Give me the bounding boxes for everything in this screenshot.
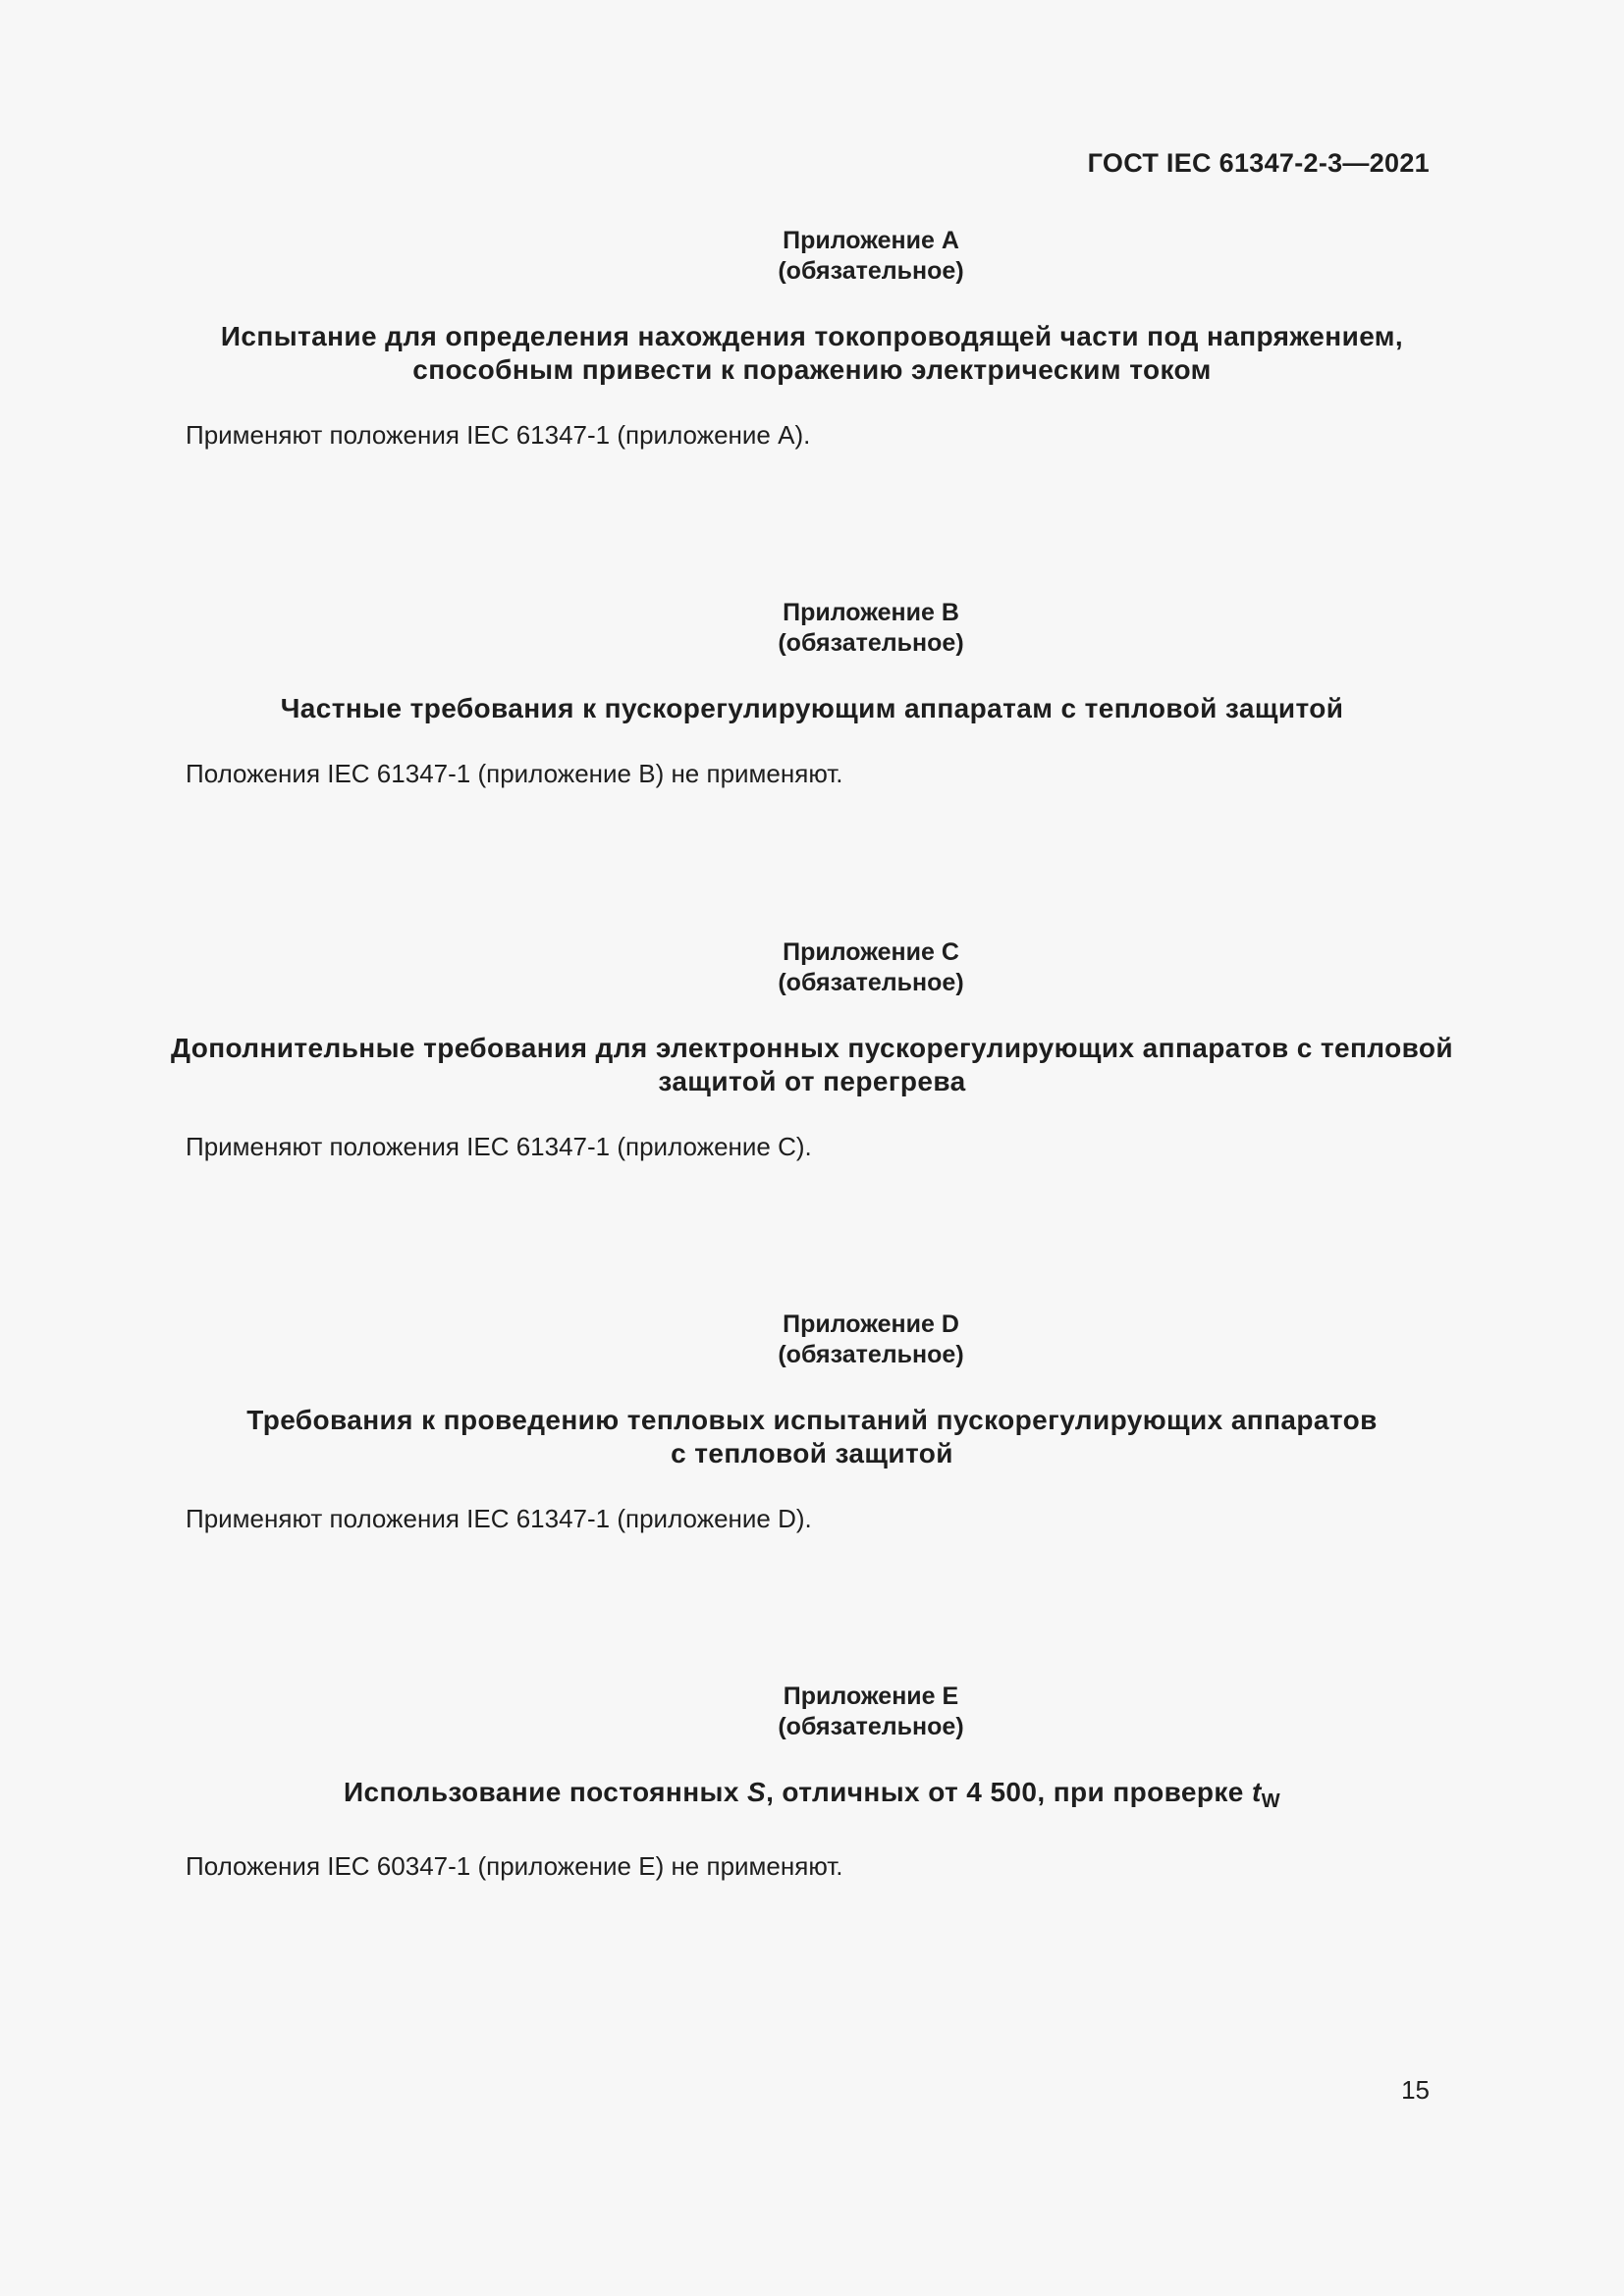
annex-a — [0, 226, 1624, 451]
annex-label: Приложение E — [783, 1682, 959, 1710]
variable-t: t — [1251, 1777, 1262, 1807]
annex-label: Приложение С — [783, 938, 959, 966]
annex-title-line: Частные требования к пускорегулирующим аппаратам с тепловой защитой — [280, 693, 1344, 723]
annex-body-text: Положения IEC 61347-1 (приложение В) не применяют. — [186, 759, 843, 788]
annex-body-text: Положения IEC 60347-1 (приложение E) не применяют. — [186, 1851, 843, 1881]
annex-title — [154, 1032, 1470, 1098]
title-text-middle: , отличных от 4 500, при проверке — [766, 1777, 1252, 1807]
annex-title-line: с тепловой защитой — [671, 1438, 953, 1468]
annex-title — [154, 1776, 1470, 1818]
annex-status: (обязательное) — [778, 257, 964, 285]
annex-status: (обязательное) — [778, 1341, 964, 1368]
annex-title-line: Дополнительные требования для электронных пускорегулирующих аппаратов с тепловой — [171, 1033, 1453, 1063]
annex-title — [154, 320, 1470, 387]
annex-status: (обязательное) — [778, 969, 964, 996]
annex-body-text: Применяют положения IEC 61347-1 (приложение С). — [186, 1132, 812, 1161]
annex-label: Приложение D — [783, 1310, 959, 1338]
annex-label: Приложение А — [783, 227, 959, 254]
annex-e — [0, 1682, 1624, 1882]
annex-title — [154, 692, 1470, 725]
annex-title — [154, 1404, 1470, 1470]
annex-title-line: Испытание для определения нахождения токопроводящей части под напряжением, — [220, 321, 1404, 351]
annex-b — [0, 598, 1624, 789]
annex-status: (обязательное) — [778, 1713, 964, 1740]
annex-body-text: Применяют положения IEC 61347-1 (приложение А). — [186, 420, 811, 450]
annex-label: Приложение В — [783, 599, 959, 626]
annex-title-line: защитой от перегрева — [658, 1066, 966, 1096]
annex-title-line: способным привести к поражению электрическим током — [412, 354, 1212, 385]
annex-body-text: Применяют положения IEC 61347-1 (приложение D). — [186, 1504, 812, 1533]
subscript-w: W — [1261, 1790, 1280, 1812]
annex-status: (обязательное) — [778, 629, 964, 657]
variable-s: S — [746, 1777, 767, 1807]
annex-title-line: Требования к проведению тепловых испытаний пускорегулирующих аппаратов — [246, 1405, 1378, 1435]
page-number: 15 — [1401, 2075, 1430, 2105]
title-text-before: Использование постоянных — [344, 1777, 747, 1807]
annex-title-line — [154, 1776, 1470, 1818]
document-code-header: ГОСТ IEC 61347-2-3—2021 — [1087, 148, 1430, 178]
annex-d — [0, 1309, 1624, 1534]
annex-c — [0, 937, 1624, 1162]
